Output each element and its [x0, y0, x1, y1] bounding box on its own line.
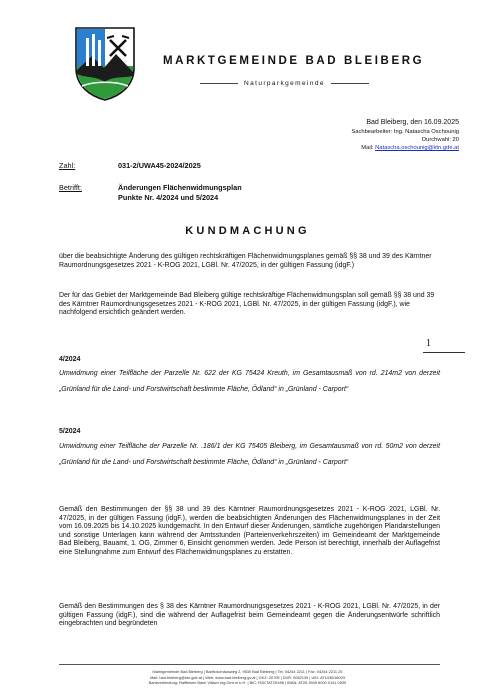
scope-paragraph: Der für das Gebiet der Marktgemeinde Bad Bleiberg gültige rechtskräftige Flächenwidmungsplan soll gemäß §§ 38 und 39 des Kärntner Raumordnungsgesetzes 2021 - K-ROG 2021, LGBl. Nr. 47/2025, in der gültigen Fassung (idgF.), wie nachfolgend ersichtlich geändert werden.: [59, 292, 435, 317]
document-title: KUNDMACHUNG: [185, 225, 310, 237]
footer: [40, 669, 455, 686]
organization-subtitle-row: [200, 80, 369, 87]
item-number: 5/2024: [59, 428, 81, 435]
sender-address-block: [351, 118, 459, 152]
footer-divider: [59, 664, 440, 665]
reference-label: Zahl:: [59, 161, 76, 170]
footer-address-line: Marktgemeinde Bad Bleiberg | Bartholomäusweg 2, 9530 Bad Bleiberg | Tel: 04244 2211 | Fax: 04244 2211 25: [152, 669, 343, 674]
subject-line-1: Änderungen Flächenwidmungsplan: [118, 183, 242, 192]
footer-contact-line: Mail: bad-bleiberg@ktn.gde.at | Web: www.bad-bleiberg.gv.at | GKZ: 20705 | DVR: 0082139 | UID: ATU26016003: [150, 674, 345, 680]
intro-paragraph: über die beabsichtigte Änderung des gültigen rechtskräftigen Flächenwidmungsplanes gemäß §§ 38 und 39 des Kärntner Raumordnungsgesetzes 2021 - K-ROG 2021, LGBl. Nr. 47/2025, in der gültigen Fassung (idgF.): [59, 253, 432, 269]
place-date: Bad Bleiberg, den 16.09.2025: [366, 119, 459, 126]
footer-bank-line: Bankverbindung: Raiffeisen Bank Villach reg.Gen.m.b.H. | BIC: RZKTAT2K496 | IBAN: AT26 3949 6000 0141 0539: [148, 680, 347, 686]
email-line: [351, 144, 459, 152]
notice-paragraph: Gemäß den Bestimmungen der §§ 38 und 39 des Kärntner Raumordnungsgesetzes 2021 - K-ROG 2021, LGBl. Nr. 47/2025, in der gültigen Fassung (idgF.), werden die beabsichtigten Änderungen des Flächenwidmungsplanes in der Zeit vom 16.09.2025 bis 14.10.2025 kundgemacht. In den Entwurf dieser Änderungen, sämtliche zugehörigen Plandarstellungen und sonstige Unterlagen kann während der Amtsstunden (Parteienverkehrszeiten) im Gemeindeamt der Marktgemeinde Bad Bleiberg, Bauamt, 1. OG, Zimmer 6, Einsicht genommen werden. Jede Person ist berechtigt, innerhalb der Auflagefrist eine Stellungnahme zum Entwurf des Flächenwidmungsplanes zu erstatten.: [59, 506, 440, 556]
item-number: 4/2024: [59, 356, 81, 363]
subject-line-2: Punkte Nr. 4/2024 und 5/2024: [118, 192, 219, 202]
clerk-name: Sachbearbeiter: Ing. Natascha Oschounig: [351, 128, 459, 135]
subtitle-rule-left: [200, 83, 238, 84]
phone-extension: Durchwahl: 20: [421, 136, 459, 143]
item-description: Umwidmung einer Teilfläche der Parzelle Nr. .186/1 der KG 75405 Bleiberg, im Gesamtausmaß von rd. 50m2 von derzeit „Grünland für die Land- und Forstwirtschaft bestimmte Fläche, Ödland“ in „Grünland - Carport“: [59, 443, 440, 466]
organization-subtitle: Naturparkgemeinde: [244, 80, 325, 87]
item-description: Umwidmung einer Teilfläche der Parzelle Nr. 622 der KG 75424 Kreuth, im Gesamtausmaß von rd. 214m2 von derzeit „Grünland für die Land- und Forstwirtschaft bestimmte Fläche, Ödland“ in „Grünland - Carport“: [59, 370, 440, 393]
email-link[interactable]: Natascha.oschounig@ktn.gde.at: [375, 145, 459, 152]
subject-text: [118, 183, 242, 202]
coat-of-arms-logo: [74, 26, 136, 102]
objection-paragraph: Gemäß den Bestimmungen des § 38 des Kärntner Raumordnungsgesetzes 2021 - K-ROG 2021, LGBl. Nr. 47/2025, in der gültigen Fassung (idgF.), sind die während der Auflagefrist beim Gemeindeamt gegen die Änderungsentwürfe schriftlich eingebrachten und begründeten: [59, 603, 440, 628]
page-number-rule: [423, 352, 465, 353]
subtitle-rule-right: [331, 83, 369, 84]
page-number: 1: [426, 338, 431, 349]
reference-number: 031-2/UWA45-2024/2025: [118, 161, 201, 170]
email-label: Mail:: [361, 145, 376, 152]
subject-label: Betrifft:: [59, 183, 82, 192]
organization-name: MARKTGEMEINDE BAD BLEIBERG: [163, 55, 425, 67]
